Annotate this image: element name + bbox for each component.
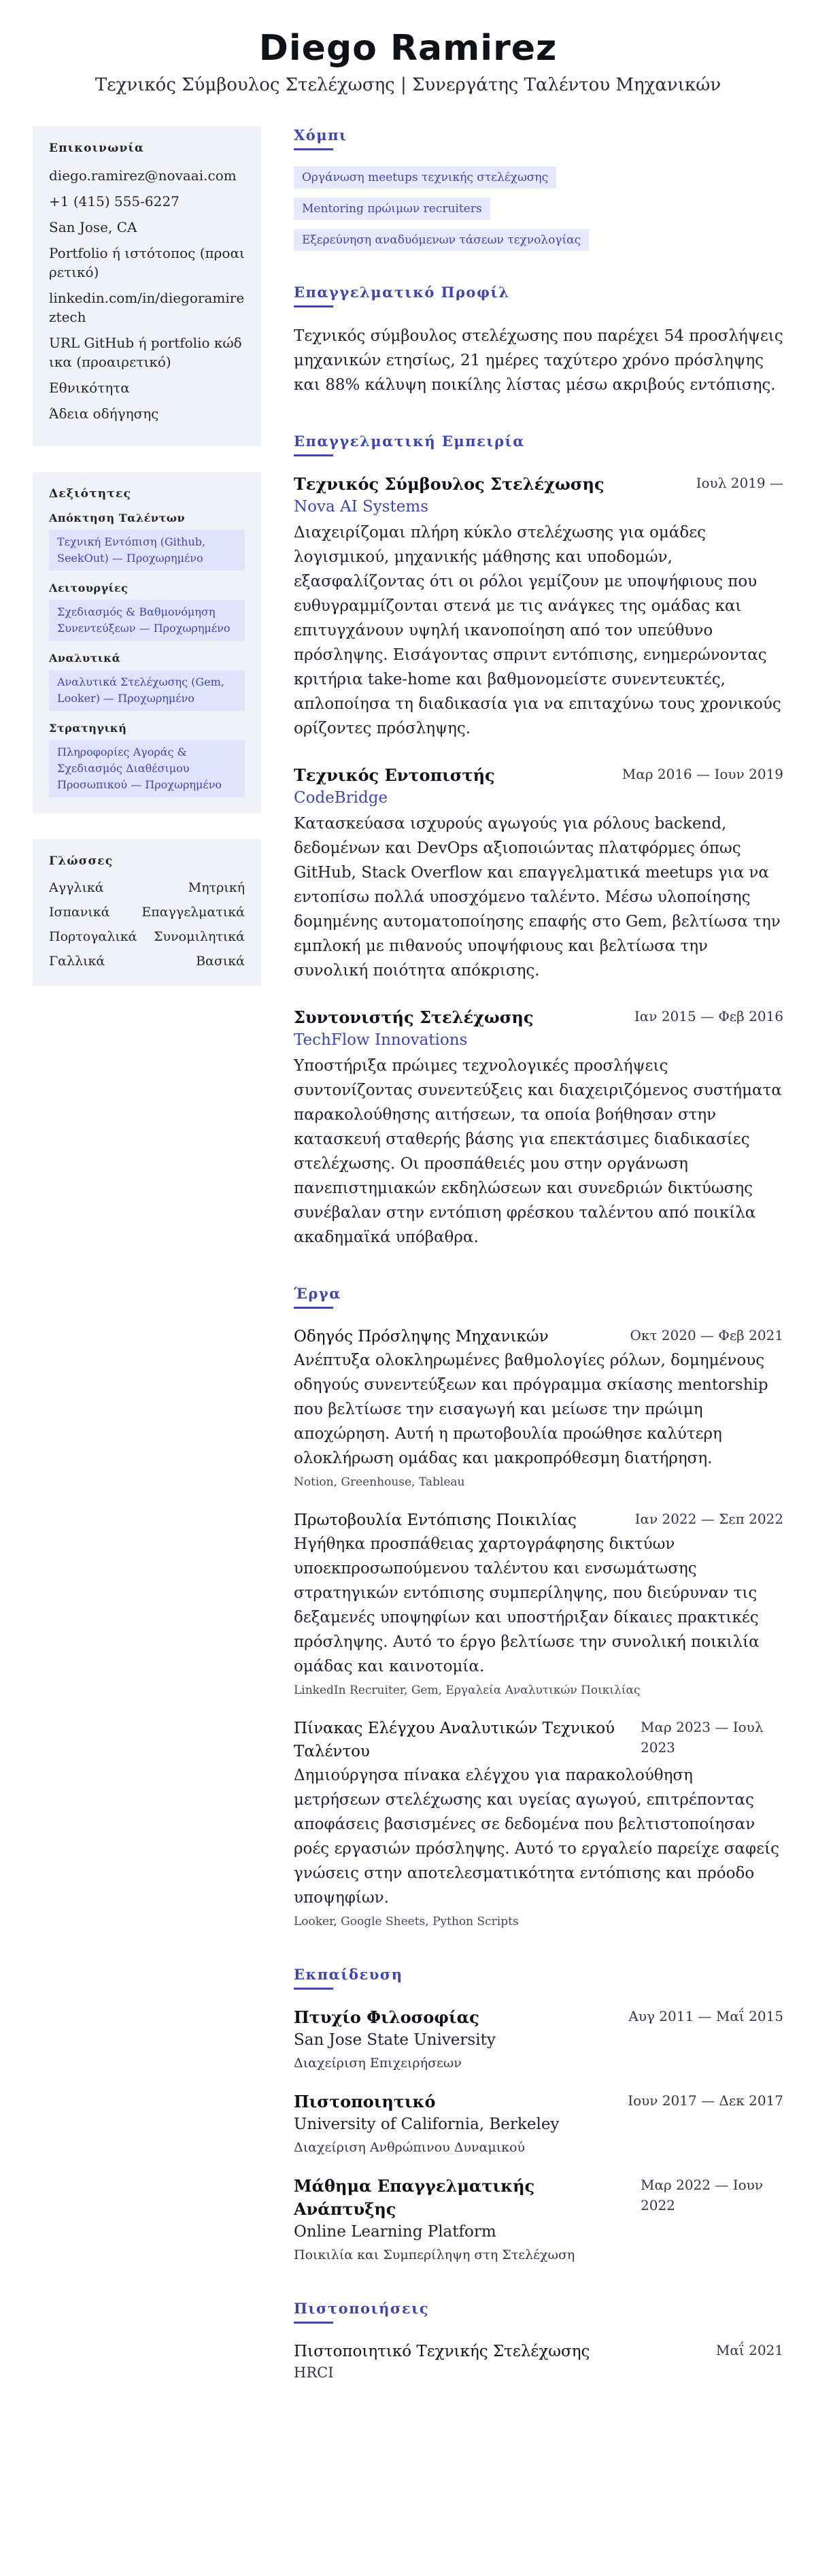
project-dates: Οκτ 2020 — Φεβ 2021	[630, 1327, 783, 1343]
project-name: Πρωτοβουλία Εντόπισης Ποικιλίας	[294, 1511, 577, 1529]
contact-linkedin[interactable]: linkedin.com/in/diegoramireztech	[49, 290, 245, 325]
education-title: Εκπαίδευση	[294, 1966, 783, 1990]
project-tools: LinkedIn Recruiter, Gem, Εργαλεία Αναλυτικών Ποικιλίας	[294, 1684, 641, 1697]
profile-title: Επαγγελματικό Προφίλ	[294, 284, 783, 307]
skill-category: Στρατηγική	[49, 722, 127, 735]
hobbies-section	[294, 127, 783, 261]
job-dates: Μαρ 2016 — Ιουν 2019	[622, 766, 783, 782]
job-dates: Ιαν 2015 — Φεβ 2016	[634, 1008, 783, 1024]
hobby-tag: Εξερεύνηση αναδυόμενων τάσεων τεχνολογίας	[294, 229, 589, 251]
profile-text: Τεχνικός σύμβουλος στελέχωσης που παρέχει 54 προσλήψεις μηχανικών ετησίως, 21 ημέρες ταχύτερο χρόνο πρόσληψης και 88% κάλυψη ποικίλης λίστας μέσω ακριβούς εντόπισης.	[294, 327, 783, 394]
job-description: Διαχειρίζομαι πλήρη κύκλο στελέχωσης για ομάδες λογισμικού, μηχανικής μάθησης και υποδομών, εξασφαλίζοντας ότι οι ρόλοι γεμίζουν με υποψήφιους που ευθυγραμμίζονται στενά με τις ανάγκες της ομάδας και επιτυγχάνουν υψηλή ικανοποίηση από τον υπεύθυνο πρόσληψης. Εισάγοντας σπριντ εντόπισης, ενημερώνοντας κριτήρια take-home και βαθμονομείστε συνεντευκτές, απλοποίησα τη διαδικασία για να επιταχύνω τους χρονικούς ορίζοντες πρόσληψης.	[294, 524, 781, 737]
resume-header	[33, 27, 783, 95]
skill-items: Αναλυτικά Στελέχωσης (Gem, Looker) — Προχωρημένο	[49, 670, 245, 711]
education-entry	[294, 2175, 783, 2264]
contact-github[interactable]: URL GitHub ή portfolio κώδικα (προαιρετικό)	[49, 335, 242, 370]
school-name: University of California, Berkeley	[294, 2115, 560, 2133]
languages-card	[33, 839, 261, 986]
skill-items: Πληροφορίες Αγοράς & Σχεδιασμός Διαθέσιμου Προσωπικού — Προχωρημένο	[49, 740, 245, 797]
education-section	[294, 1966, 783, 2264]
job-description: Υποστήριξα πρώιμες τεχνολογικές προσλήψεις συντονίζοντας συνεντεύξεις και διαχειριζόμενος συστήματα παρακολούθησης αιτήσεων, τα οποία βοήθησαν στην κατασκευή σταθερής βάσης για επεκτάσιμες διαδικασίες στελέχωσης. Οι προσπάθειές μου στην οργάνωση πανεπιστημιακών εκδηλώσεων και συνεδριών δικτύωσης συνέβαλαν στην εντόπιση φρέσκου ταλέντου από ποικίλα ακαδημαϊκά υπόβαθρα.	[294, 1057, 782, 1246]
contact-phone[interactable]: +1 (415) 555-6227	[49, 193, 180, 210]
field-of-study: Διαχείριση Ανθρώπινου Δυναμικού	[294, 2140, 526, 2155]
experience-section	[294, 433, 783, 1250]
language-name: Ισπανικά	[49, 905, 110, 920]
language-row	[49, 952, 245, 970]
project-name: Οδηγός Πρόσληψης Μηχανικών	[294, 1328, 549, 1345]
project-description: Δημιούργησα πίνακα ελέγχου για παρακολούθηση μετρήσεων στελέχωσης και υγείας αγωγού, επιτρέποντας αποφάσεις βασισμένες σε δεδομένα που βελτιστοποίησαν ροές εργασιών πρόσληψης. Αυτό το εργαλείο παρείχε σαφείς γνώσεις στην αποτελεσματικότητα εντόπισης και πρόοδο υποψηφίων.	[294, 1767, 779, 1907]
language-row	[49, 903, 245, 921]
skill-category: Αναλυτικά	[49, 652, 121, 665]
degree-name: Πτυχίο Φιλοσοφίας	[294, 2007, 479, 2027]
candidate-name: Diego Ramirez	[258, 28, 558, 69]
school-name: Online Learning Platform	[294, 2223, 496, 2241]
degree-name: Μάθημα Επαγγελματικής Ανάπτυξης	[294, 2176, 535, 2219]
language-name: Αγγλικά	[49, 880, 104, 895]
education-dates: Αυγ 2011 — Μαΐ 2015	[628, 2008, 783, 2024]
contact-location: San Jose, CA	[49, 219, 137, 235]
project-description: Ηγήθηκα προσπάθειας χαρτογράφησης δικτύων υποεκπροσωπούμενου ταλέντου και ενσωμάτωσης στρατηγικών εντόπισης συμπερίληψης, που διεύρυναν τις δεξαμενές υποψηφίων και υποστήριξαν δίκαιες πρακτικές πρόσληψης. Αυτό το έργο βελτίωσε την συνολική ποικιλία ομάδας και καινοτομία.	[294, 1535, 760, 1675]
languages-title: Γλώσσες	[49, 854, 114, 868]
education-entry	[294, 2090, 783, 2157]
project-name: Πίνακας Ελέγχου Αναλυτικών Τεχνικού Ταλέντου	[294, 1720, 615, 1760]
education-dates: Ιουν 2017 — Δεκ 2017	[628, 2092, 783, 2109]
language-row	[49, 928, 245, 946]
skills-card	[33, 472, 261, 814]
contact-portfolio[interactable]: Portfolio ή ιστότοπος (προαιρετικό)	[49, 245, 245, 280]
experience-title: Επαγγελματική Εμπειρία	[294, 433, 783, 456]
project-dates: Ιαν 2022 — Σεπ 2022	[634, 1511, 783, 1527]
project-description: Ανέπτυξα ολοκληρωμένες βαθμολογίες ρόλων, δομημένους οδηγούς συνεντεύξεων και πρόγραμμα σκίασης mentorship που βελτίωσε την εισαγωγή και μείωσε την πρώιμη αποχώρηση. Αυτή η πρωτοβουλία προώθησε καλύτερη ολοκλήρωση ομάδας και μακροπρόθεσμη διατήρηση.	[294, 1352, 768, 1467]
job-title: Τεχνικός Εντοπιστής	[294, 765, 495, 785]
job-description: Κατασκεύασα ισχυρούς αγωγούς για ρόλους backend, δεδομένων και DevOps αξιοποιώντας πλατφόρμες όπως GitHub, Stack Overflow και επαγγελματικά meetups για να εντοπίσω πολλά υποσχόμενο ταλέντο. Μέσω υλοποίησης δομημένης αυτοματοποίησης επαφής στο Gem, βελτίωσα την εμπλοκή με πιθανούς υποψήφιους και βελτίωσα την συνολική ποιότητα απόκρισης.	[294, 815, 781, 980]
contact-card	[33, 127, 261, 446]
degree-name: Πιστοποιητικό	[294, 2092, 436, 2111]
projects-title: Έργα	[294, 1285, 783, 1309]
job-title: Συντονιστής Στελέχωσης	[294, 1007, 534, 1027]
contact-title: Επικοινωνία	[49, 141, 145, 155]
experience-entry	[294, 473, 783, 741]
school-name: San Jose State University	[294, 2031, 496, 2049]
certification-entry	[294, 2340, 783, 2382]
experience-entry	[294, 1006, 783, 1250]
certification-issuer: HRCI	[294, 2364, 334, 2381]
language-name: Πορτογαλικά	[49, 929, 137, 944]
certifications-title: Πιστοποιήσεις	[294, 2300, 783, 2324]
project-dates: Μαρ 2023 — Ιουλ 2023	[641, 1719, 764, 1756]
candidate-headline: Τεχνικός Σύμβουλος Στελέχωσης | Συνεργάτης Ταλέντου Μηχανικών	[95, 75, 721, 95]
skill-category: Απόκτηση Ταλέντων	[49, 512, 186, 524]
job-title: Τεχνικός Σύμβουλος Στελέχωσης	[294, 474, 605, 494]
project-tools: Notion, Greenhouse, Tableau	[294, 1475, 465, 1489]
certification-name: Πιστοποιητικό Τεχνικής Στελέχωσης	[294, 2343, 590, 2360]
hobbies-title: Χόμπι	[294, 127, 783, 150]
language-row	[49, 879, 245, 897]
education-entry	[294, 2006, 783, 2073]
language-level: Βασικά	[196, 954, 245, 969]
certifications-section	[294, 2300, 783, 2382]
company-name: CodeBridge	[294, 789, 388, 807]
language-level: Συνομιλητικά	[154, 929, 245, 944]
field-of-study: Διαχείριση Επιχειρήσεων	[294, 2056, 462, 2071]
skill-items: Σχεδιασμός & Βαθμονόμηση Συνεντεύξεων — Προχωρημένο	[49, 600, 245, 641]
projects-section	[294, 1285, 783, 1930]
contact-driving-license: Άδεια οδήγησης	[49, 405, 159, 422]
skill-category: Λειτουργίες	[49, 582, 129, 595]
hobby-tag: Mentoring πρώιμων recruiters	[294, 198, 490, 220]
project-entry	[294, 1717, 783, 1930]
language-level: Επαγγελματικά	[141, 905, 245, 920]
profile-section	[294, 284, 783, 397]
experience-entry	[294, 764, 783, 983]
project-tools: Looker, Google Sheets, Python Scripts	[294, 1915, 519, 1928]
field-of-study: Ποικιλία και Συμπερίληψη στη Στελέχωση	[294, 2247, 575, 2262]
contact-email[interactable]: diego.ramirez@novaai.com	[49, 167, 237, 184]
skills-title: Δεξιότητες	[49, 487, 132, 501]
education-dates: Μαρ 2022 — Ιουν 2022	[641, 2177, 763, 2213]
company-name: TechFlow Innovations	[294, 1031, 468, 1049]
contact-nationality: Εθνικότητα	[49, 380, 130, 396]
main-content	[294, 127, 783, 2418]
job-dates: Ιουλ 2019 —	[696, 475, 783, 491]
skill-items: Τεχνική Εντόπιση (Github, SeekOut) — Προχωρημένο	[49, 530, 245, 571]
project-entry	[294, 1325, 783, 1491]
language-level: Μητρική	[188, 880, 245, 895]
certification-date: Μαΐ 2021	[715, 2342, 783, 2358]
hobby-tag: Οργάνωση meetups τεχνικής στελέχωσης	[294, 167, 556, 188]
sidebar	[33, 127, 261, 1012]
language-name: Γαλλικά	[49, 954, 105, 969]
project-entry	[294, 1509, 783, 1699]
company-name: Nova AI Systems	[294, 498, 429, 516]
